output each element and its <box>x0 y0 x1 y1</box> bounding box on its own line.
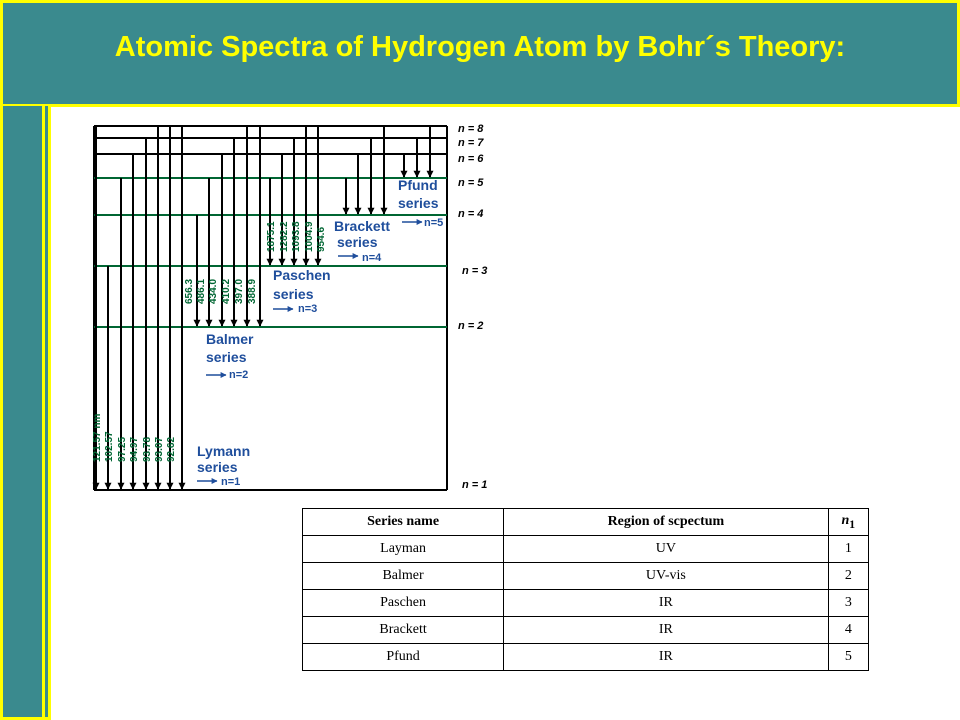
table-header-row <box>303 509 869 536</box>
cell-n1: 4 <box>828 617 868 644</box>
cell-region: UV <box>504 536 828 563</box>
header-series-name: Series name <box>303 509 504 536</box>
level-label-n6: n = 6 <box>458 153 484 165</box>
series-table <box>302 508 869 671</box>
header-n1 <box>828 509 868 536</box>
wavelength-label-balmer-4: 397.0 <box>234 278 245 304</box>
cell-n1: 5 <box>828 644 868 671</box>
cell-n1: 3 <box>828 590 868 617</box>
wavelength-label-balmer-3: 410.2 <box>221 278 232 304</box>
wavelength-label-lymann-4: 93.78 <box>142 436 153 462</box>
cell-region: UV-vis <box>504 563 828 590</box>
wavelength-label-lymann-0: 121.57 nm <box>92 413 103 462</box>
cell-region: IR <box>504 644 828 671</box>
series-target-pfund: n=5 <box>424 217 444 229</box>
cell-series: Brackett <box>303 617 504 644</box>
table-row <box>303 536 869 563</box>
wavelength-label-paschen-3: 1004.9 <box>304 221 315 252</box>
series-target-balmer: n=2 <box>229 369 249 381</box>
series-target-lymann: n=1 <box>221 476 241 488</box>
cell-n1: 1 <box>828 536 868 563</box>
wavelength-label-lymann-5: 93.07 <box>154 436 165 462</box>
series-word-balmer: series <box>206 349 247 365</box>
cell-series: Pfund <box>303 644 504 671</box>
series-name-pfund: Pfund <box>398 177 438 193</box>
table-row <box>303 617 869 644</box>
level-label-n4: n = 4 <box>458 208 484 220</box>
level-label-n2: n = 2 <box>458 320 484 332</box>
cell-region: IR <box>504 617 828 644</box>
series-name-paschen: Paschen <box>273 267 331 283</box>
wavelength-label-balmer-1: 486.1 <box>196 278 207 304</box>
wavelength-label-lymann-6: 92.62 <box>166 436 177 462</box>
wavelength-label-lymann-1: 102.57 <box>104 431 115 462</box>
series-word-paschen: series <box>273 286 314 302</box>
table-row <box>303 644 869 671</box>
wavelength-label-paschen-1: 1282.2 <box>279 221 290 252</box>
series-word-brackett: series <box>337 234 378 250</box>
level-label-n8: n = 8 <box>458 123 484 135</box>
cell-series: Paschen <box>303 590 504 617</box>
wavelength-label-balmer-0: 656.3 <box>184 278 195 304</box>
level-label-n3: n = 3 <box>462 265 488 277</box>
wavelength-label-paschen-2: 1093.8 <box>291 221 302 252</box>
cell-series: Balmer <box>303 563 504 590</box>
level-label-n7: n = 7 <box>458 137 484 149</box>
cell-n1: 2 <box>828 563 868 590</box>
cell-series: Layman <box>303 536 504 563</box>
series-word-lymann: series <box>197 459 238 475</box>
wavelength-label-balmer-2: 434.0 <box>208 278 219 304</box>
header-n-base: n <box>841 513 850 529</box>
wavelength-label-paschen-0: 1875.1 <box>266 221 277 252</box>
table-row <box>303 590 869 617</box>
cell-region: IR <box>504 590 828 617</box>
series-name-brackett: Brackett <box>334 218 391 234</box>
series-target-paschen: n=3 <box>298 303 318 315</box>
wavelength-label-balmer-5: 388.9 <box>247 278 258 304</box>
page-title: Atomic Spectra of Hydrogen Atom by Bohr´s Theory: <box>114 31 846 63</box>
header-n-sub: 1 <box>849 517 856 531</box>
header-region: Region of scpectum <box>504 509 828 536</box>
wavelength-label-paschen-4: 954.6 <box>316 226 327 252</box>
wavelength-label-lymann-3: 94.97 <box>129 436 140 462</box>
series-target-brackett: n=4 <box>362 252 382 264</box>
wavelength-label-lymann-2: 97.25 <box>117 436 128 462</box>
level-label-n5: n = 5 <box>458 177 484 189</box>
series-word-pfund: series <box>398 195 439 211</box>
table-row <box>303 563 869 590</box>
level-label-n1: n = 1 <box>462 479 488 491</box>
series-name-lymann: Lymann <box>197 443 251 459</box>
series-name-balmer: Balmer <box>206 331 254 347</box>
